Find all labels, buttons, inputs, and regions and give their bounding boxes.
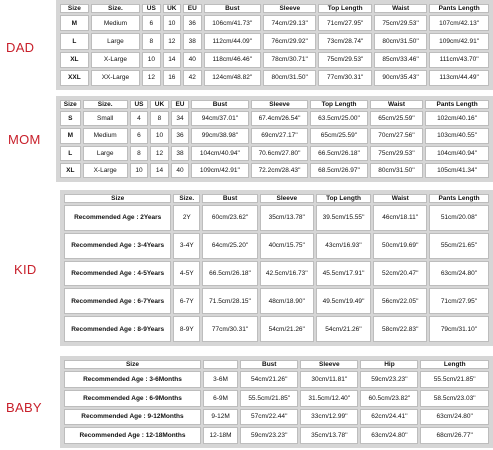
- table-cell: 104cm/40.94'': [191, 146, 249, 161]
- table-cell: 46cm/18.11'': [373, 205, 427, 231]
- mom-size-panel: [56, 96, 493, 182]
- table-cell: 31.5cm/12.40'': [300, 390, 358, 407]
- table-cell: 2Y: [173, 205, 200, 231]
- table-row: [64, 316, 489, 342]
- table-cell: 34: [171, 111, 189, 126]
- table-row: [60, 15, 489, 31]
- column-header: Sleeve: [251, 100, 309, 109]
- column-header: UK: [163, 4, 181, 13]
- table-cell: 10: [163, 15, 181, 31]
- table-cell: 49.5cm/19.49'': [316, 288, 372, 314]
- table-cell: 12: [142, 70, 160, 86]
- table-cell: 69cm/27.17'': [251, 128, 309, 143]
- table-cell: L: [60, 33, 89, 49]
- kid-size-table: [62, 192, 491, 344]
- table-row: [64, 233, 489, 259]
- table-cell: 65cm/25.59'': [310, 128, 368, 143]
- table-cell: 78cm/30.71'': [263, 52, 316, 68]
- table-cell: Recommended Age : 9-12Months: [64, 409, 201, 426]
- table-cell: 10: [130, 163, 148, 178]
- column-header: Pants Length: [425, 100, 489, 109]
- table-cell: 102cm/40.16'': [425, 111, 489, 126]
- table-cell: 99cm/38.98'': [191, 128, 249, 143]
- table-cell: 30cm/11.81'': [300, 371, 358, 388]
- column-header: Waist: [374, 4, 427, 13]
- table-cell: 12-18M: [203, 427, 238, 444]
- baby-size-table: [62, 358, 491, 446]
- mom-size-table: [58, 98, 491, 180]
- column-header: Sleeve: [300, 360, 358, 369]
- table-cell: Small: [83, 111, 128, 126]
- table-cell: S: [60, 111, 81, 126]
- table-row: [64, 390, 489, 407]
- table-cell: 67.4cm/26.54'': [251, 111, 309, 126]
- table-cell: 52cm/20.47'': [373, 261, 427, 287]
- table-cell: 90cm/35.43'': [374, 70, 427, 86]
- table-cell: 57cm/22.44'': [240, 409, 298, 426]
- table-cell: 60cm/23.62'': [202, 205, 258, 231]
- table-cell: 107cm/42.13'': [429, 15, 489, 31]
- table-cell: 10: [150, 128, 168, 143]
- table-cell: 6: [142, 15, 160, 31]
- table-cell: 6-7Y: [173, 288, 200, 314]
- table-cell: 103cm/40.55'': [425, 128, 489, 143]
- table-row: [60, 146, 489, 161]
- table-cell: 8: [150, 111, 168, 126]
- column-header: Sleeve: [260, 194, 314, 203]
- table-cell: 109cm/42.91'': [191, 163, 249, 178]
- table-cell: 16: [163, 70, 181, 86]
- column-header: Waist: [373, 194, 427, 203]
- table-cell: 58cm/22.83'': [373, 316, 427, 342]
- kid-section: [0, 188, 493, 348]
- table-cell: 3-4Y: [173, 233, 200, 259]
- column-header: EU: [171, 100, 189, 109]
- column-header: Size.: [91, 4, 140, 13]
- table-cell: XX-Large: [91, 70, 140, 86]
- table-cell: Recommended Age : 4-5Years: [64, 261, 171, 287]
- table-cell: 106cm/41.73'': [204, 15, 262, 31]
- table-cell: 71.5cm/28.15'': [202, 288, 258, 314]
- table-cell: 68cm/26.77'': [420, 427, 489, 444]
- column-header: Size.: [83, 100, 128, 109]
- table-cell: XL: [60, 163, 81, 178]
- column-header: Hip: [360, 360, 418, 369]
- table-cell: 80cm/31.50'': [263, 70, 316, 86]
- column-header: Length: [420, 360, 489, 369]
- dad-size-table: [58, 2, 491, 88]
- column-header: EU: [183, 4, 201, 13]
- table-cell: 54cm/21.26'': [240, 371, 298, 388]
- table-cell: M: [60, 128, 81, 143]
- column-header: Size: [60, 4, 89, 13]
- table-row: [64, 371, 489, 388]
- table-cell: 75cm/29.53'': [318, 52, 371, 68]
- table-cell: 50cm/19.69'': [373, 233, 427, 259]
- table-cell: 77cm/30.31'': [318, 70, 371, 86]
- column-header: US: [130, 100, 148, 109]
- table-cell: 63cm/24.80'': [420, 409, 489, 426]
- table-cell: 60.5cm/23.82'': [360, 390, 418, 407]
- table-row: [60, 70, 489, 86]
- table-header-row: [60, 4, 489, 13]
- table-cell: Medium: [91, 15, 140, 31]
- table-cell: 65cm/25.59'': [370, 111, 423, 126]
- table-row: [64, 205, 489, 231]
- dad-size-panel: [56, 0, 493, 90]
- table-cell: 63.5cm/25.00'': [310, 111, 368, 126]
- table-cell: 109cm/42.91'': [429, 33, 489, 49]
- table-cell: 79cm/31.10'': [429, 316, 489, 342]
- table-cell: 85cm/33.46'': [374, 52, 427, 68]
- table-cell: 42: [183, 70, 201, 86]
- table-cell: 104cm/40.94'': [425, 146, 489, 161]
- table-cell: 62cm/24.41'': [360, 409, 418, 426]
- table-cell: Large: [83, 146, 128, 161]
- table-header-row: [60, 100, 489, 109]
- kid-size-panel: [60, 190, 493, 346]
- table-cell: L: [60, 146, 81, 161]
- table-cell: 35cm/13.78'': [260, 205, 314, 231]
- table-row: [60, 163, 489, 178]
- table-cell: 38: [183, 33, 201, 49]
- table-cell: 56cm/22.05'': [373, 288, 427, 314]
- table-cell: 124cm/48.82'': [204, 70, 262, 86]
- table-cell: 55cm/21.65'': [429, 233, 489, 259]
- table-row: [64, 409, 489, 426]
- table-cell: 4-5Y: [173, 261, 200, 287]
- table-cell: Recommended Age : 6-9Months: [64, 390, 201, 407]
- table-cell: 10: [142, 52, 160, 68]
- table-header-row: [64, 194, 489, 203]
- dad-section: [0, 0, 493, 92]
- table-row: [60, 33, 489, 49]
- table-cell: 70.6cm/27.80'': [251, 146, 309, 161]
- table-cell: 36: [171, 128, 189, 143]
- table-cell: Medium: [83, 128, 128, 143]
- table-cell: 70cm/27.56'': [370, 128, 423, 143]
- table-cell: XL: [60, 52, 89, 68]
- table-cell: 45.5cm/17.91'': [316, 261, 372, 287]
- table-cell: 55.5cm/21.85'': [420, 371, 489, 388]
- column-header: Size.: [173, 194, 200, 203]
- baby-section: [0, 352, 493, 450]
- kid-label: KID: [14, 262, 37, 277]
- table-cell: 59cm/23.23'': [240, 427, 298, 444]
- table-cell: 75cm/29.53'': [370, 146, 423, 161]
- table-cell: 94cm/37.01'': [191, 111, 249, 126]
- table-cell: Recommended Age : 12-18Months: [64, 427, 201, 444]
- column-header: Bust: [191, 100, 249, 109]
- table-cell: 9-12M: [203, 409, 238, 426]
- table-cell: 35cm/13.78'': [300, 427, 358, 444]
- mom-section: [0, 94, 493, 184]
- table-cell: 6: [130, 128, 148, 143]
- table-row: [64, 261, 489, 287]
- table-cell: X-Large: [83, 163, 128, 178]
- table-cell: 36: [183, 15, 201, 31]
- table-cell: 55.5cm/21.85'': [240, 390, 298, 407]
- column-header: Bust: [202, 194, 258, 203]
- table-cell: M: [60, 15, 89, 31]
- table-cell: 68.5cm/26.97'': [310, 163, 368, 178]
- column-header: Sleeve: [263, 4, 316, 13]
- table-cell: X-Large: [91, 52, 140, 68]
- column-header: Pants Length: [429, 194, 489, 203]
- column-header: Pants Length: [429, 4, 489, 13]
- column-header: [203, 360, 238, 369]
- table-cell: 66.5cm/26.18'': [310, 146, 368, 161]
- table-cell: 58.5cm/23.03'': [420, 390, 489, 407]
- table-cell: 14: [150, 163, 168, 178]
- dad-label: DAD: [6, 40, 35, 55]
- table-cell: 113cm/44.49'': [429, 70, 489, 86]
- table-cell: Recommended Age : 6-7Years: [64, 288, 171, 314]
- table-cell: 14: [163, 52, 181, 68]
- column-header: Top Length: [316, 194, 372, 203]
- table-cell: 39.5cm/15.55'': [316, 205, 372, 231]
- column-header: Top Length: [318, 4, 371, 13]
- column-header: Size: [64, 360, 201, 369]
- table-cell: 40: [171, 163, 189, 178]
- mom-label: MOM: [8, 132, 41, 147]
- table-row: [64, 288, 489, 314]
- table-row: [60, 111, 489, 126]
- table-cell: 66.5cm/26.18'': [202, 261, 258, 287]
- table-header-row: [64, 360, 489, 369]
- table-cell: 77cm/30.31'': [202, 316, 258, 342]
- table-row: [60, 52, 489, 68]
- table-cell: 112cm/44.09'': [204, 33, 262, 49]
- table-cell: 43cm/16.93'': [316, 233, 372, 259]
- column-header: UK: [150, 100, 168, 109]
- table-cell: 40: [183, 52, 201, 68]
- table-cell: 12: [150, 146, 168, 161]
- table-cell: 8: [142, 33, 160, 49]
- table-row: [64, 427, 489, 444]
- table-cell: 63cm/24.80'': [360, 427, 418, 444]
- table-cell: 4: [130, 111, 148, 126]
- table-cell: 111cm/43.70'': [429, 52, 489, 68]
- table-cell: 48cm/18.90'': [260, 288, 314, 314]
- column-header: Bust: [240, 360, 298, 369]
- table-cell: Recommended Age : 8-9Years: [64, 316, 171, 342]
- table-row: [60, 128, 489, 143]
- table-cell: XXL: [60, 70, 89, 86]
- column-header: Top Length: [310, 100, 368, 109]
- table-cell: 8-9Y: [173, 316, 200, 342]
- column-header: US: [142, 4, 160, 13]
- table-cell: 118cm/46.46'': [204, 52, 262, 68]
- table-cell: 75cm/29.53'': [374, 15, 427, 31]
- table-cell: 64cm/25.20'': [202, 233, 258, 259]
- table-cell: 8: [130, 146, 148, 161]
- table-cell: 6-9M: [203, 390, 238, 407]
- table-cell: 105cm/41.34'': [425, 163, 489, 178]
- table-cell: 42.5cm/16.73'': [260, 261, 314, 287]
- table-cell: Recommended Age : 3-6Months: [64, 371, 201, 388]
- table-cell: Recommended Age : 2Years: [64, 205, 171, 231]
- table-cell: 63cm/24.80'': [429, 261, 489, 287]
- table-cell: Large: [91, 33, 140, 49]
- table-cell: 80cm/31.50'': [370, 163, 423, 178]
- table-cell: 54cm/21.26'': [316, 316, 372, 342]
- table-cell: 33cm/12.99'': [300, 409, 358, 426]
- table-cell: 74cm/29.13'': [263, 15, 316, 31]
- table-cell: 59cm/23.23'': [360, 371, 418, 388]
- table-cell: Recommended Age : 3-4Years: [64, 233, 171, 259]
- table-cell: 12: [163, 33, 181, 49]
- column-header: Bust: [204, 4, 262, 13]
- table-cell: 3-6M: [203, 371, 238, 388]
- table-cell: 38: [171, 146, 189, 161]
- table-cell: 40cm/15.75'': [260, 233, 314, 259]
- table-cell: 72.2cm/28.43'': [251, 163, 309, 178]
- table-cell: 51cm/20.08'': [429, 205, 489, 231]
- table-cell: 71cm/27.95'': [318, 15, 371, 31]
- table-cell: 73cm/28.74'': [318, 33, 371, 49]
- table-cell: 80cm/31.50'': [374, 33, 427, 49]
- baby-size-panel: [60, 356, 493, 448]
- baby-label: BABY: [6, 400, 42, 415]
- table-cell: 71cm/27.95'': [429, 288, 489, 314]
- column-header: Waist: [370, 100, 423, 109]
- table-cell: 76cm/29.92'': [263, 33, 316, 49]
- table-cell: 54cm/21.26'': [260, 316, 314, 342]
- column-header: Size: [60, 100, 81, 109]
- column-header: Size: [64, 194, 171, 203]
